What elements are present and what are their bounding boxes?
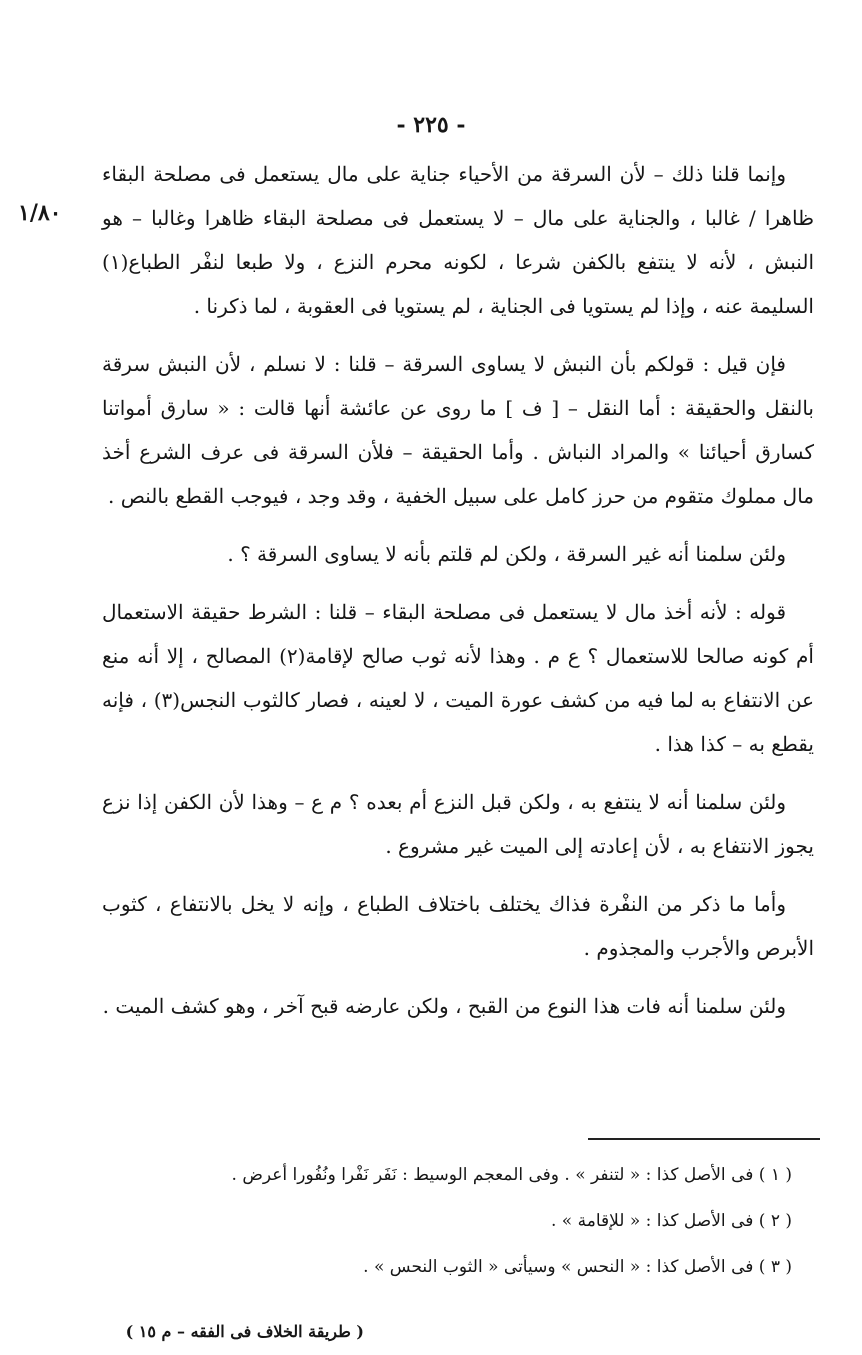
footnote-divider (588, 1138, 820, 1140)
paragraph: ولئن سلمنا أنه فات هذا النوع من القبح ، ولكن عارضه قبح آخر ، وهو كشف الميت . (102, 994, 786, 1018)
main-text (102, 152, 814, 1042)
paragraph: وأما ما ذكر من النفْرة فذاك يختلف باختلاف الطباع ، وإنه لا يخل بالانتفاع ، كثوب الأبرص والأجرب والمجذوم . (102, 892, 814, 960)
paragraph: قوله : لأنه أخذ مال لا يستعمل فى مصلحة البقاء – قلنا : الشرط حقيقة الاستعمال أم كونه صالحا للاستعمال ؟ ع م . وهذا لأنه ثوب صالح لإقامة(٢) المصالح ، إلا أنه منع عن الانتفاع به لما فيه من كشف عورة الميت ، لا لعينه ، فصار كالثوب النجس(٣) ، فإنه يقطع به – كذا هذا . (102, 600, 815, 756)
paragraph: ولئن سلمنا أنه غير السرقة ، ولكن لم قلتم بأنه لا يساوى السرقة ؟ . (227, 542, 786, 566)
footnote: ( ٣ ) فى الأصل كذا : « النحس » وسيأتى « الثوب النحس » . (363, 1257, 792, 1277)
paragraph: وإنما قلنا ذلك – لأن السرقة من الأحياء جناية على مال يستعمل فى مصلحة البقاء ظاهرا / غالبا ، والجناية على مال – لا يستعمل فى مصلحة البقاء ظاهرا وغالبا – هو النبش ، لأنه لا ينتفع بالكفن شرعا ، لكونه محرم النزع ، ولا طبعا لنفْر الطباع(١) السليمة عنه ، وإذا لم يستويا فى الجناية ، لم يستويا فى العقوبة ، لما ذكرنا . (102, 162, 814, 318)
paragraph: فإن قيل : قولكم بأن النبش لا يساوى السرقة – قلنا : لا نسلم ، لأن النبش سرقة بالنقل والحقيقة : أما النقل – [ ف ] ما روى عن عائشة أنها قالت : « سارق أمواتنا كسارق أحيائنا » والمراد النباش . وأما الحقيقة – فلأن السرقة فى عرف الشرع أخذ مال مملوك متقوم من حرز كامل على سبيل الخفية ، وقد وجد ، فيوجب القطع بالنص . (102, 352, 814, 508)
footnote: ( ١ ) فى الأصل كذا : « لتنفر » . وفى المعجم الوسيط : نَفَر نَفْرا ونُفُورا أعرض . (231, 1165, 792, 1185)
paragraph: ولئن سلمنا أنه لا ينتفع به ، ولكن قبل النزع أم بعده ؟ م ع – وهذا لأن الكفن إذا نزع يجوز الانتفاع به ، لأن إعادته إلى الميت غير مشروع . (102, 790, 814, 858)
page-number: - ٢٢٥ - (396, 112, 466, 138)
footnote: ( ٢ ) فى الأصل كذا : « للإقامة » . (550, 1211, 792, 1231)
book-signature: ( طريقة الخلاف فى الفقه – م ١٥ ) (125, 1322, 364, 1341)
footnotes (102, 1152, 814, 1290)
margin-folio-note: ١/٨٠ (18, 200, 62, 226)
